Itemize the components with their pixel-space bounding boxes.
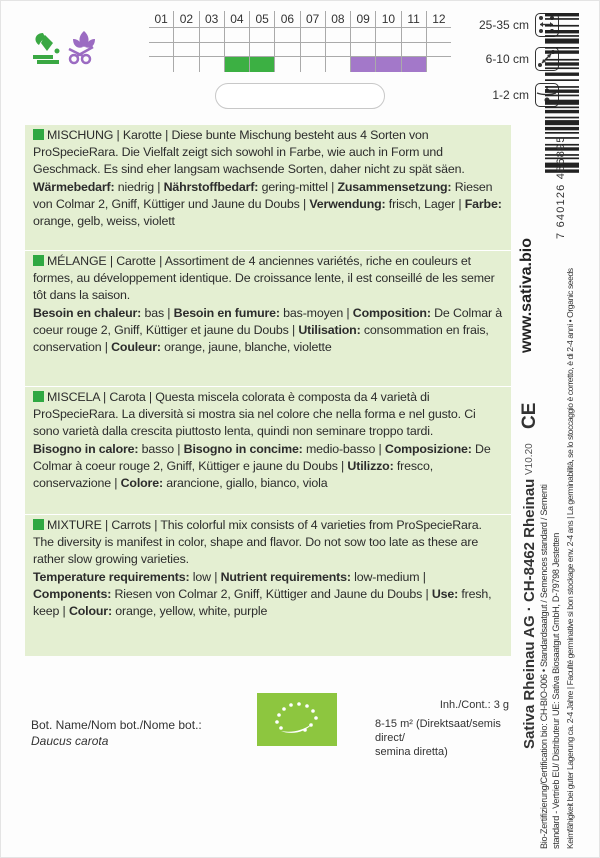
calendar-cell xyxy=(274,43,299,57)
property-key: Bisogno in concime: xyxy=(183,442,303,457)
barcode-bar xyxy=(545,95,579,97)
sowing-harvest-calendar xyxy=(149,11,451,71)
language-section xyxy=(25,251,511,387)
property-value: low-medium | xyxy=(350,570,426,585)
calendar-cell xyxy=(224,57,249,72)
section-properties xyxy=(33,305,505,355)
barcode-bar xyxy=(545,47,579,49)
content-label: Inh./Cont.: xyxy=(439,699,491,711)
calendar-cell xyxy=(375,57,400,72)
calendar-grid xyxy=(149,27,451,71)
calendar-cell xyxy=(199,43,224,57)
sowing-area-line1: 8-15 m² (Direktsaat/semis direct/ xyxy=(375,718,501,744)
calendar-row xyxy=(149,43,451,58)
calendar-cell xyxy=(274,57,299,72)
calendar-month-11: 11 xyxy=(401,11,426,27)
property-value: frisch, Lager | xyxy=(385,197,465,212)
property-value: fresco, conservazione | xyxy=(33,459,433,490)
certification-text: Bio-Zertifizierung/Certification bio: CH-BIO-006 • Standardsaatgut / Semences standard / Sementi xyxy=(539,484,549,849)
section-intro: | Carrots | This colorful mix consists of 4 varieties from ProSpecieRara. The diversity is manifest in color, shape and flavor. Do not sow too late as these are rather slow growing varieties. xyxy=(33,518,482,566)
calendar-cell xyxy=(300,43,325,57)
green-square-icon xyxy=(33,519,44,530)
property-value: De Colmar à coeur rouge 2, Gniff, Küttiger e jaune du Doubs | xyxy=(33,442,491,474)
sowing-area xyxy=(375,717,511,759)
barcode-bar xyxy=(545,107,579,109)
property-key: Composizione: xyxy=(384,442,472,457)
calendar-cell xyxy=(350,28,375,42)
property-key: Composition: xyxy=(352,306,431,321)
property-key: Nährstoffbedarf: xyxy=(163,180,259,195)
calendar-cell xyxy=(249,28,274,42)
calendar-cell xyxy=(249,43,274,57)
property-value: fresh, keep | xyxy=(33,587,492,618)
eu-organic-logo-icon xyxy=(257,693,337,746)
calendar-month-3: 03 xyxy=(199,11,224,27)
description-panel xyxy=(25,125,511,656)
property-value: basso | xyxy=(138,442,184,457)
barcode-bar xyxy=(545,13,579,16)
green-square-icon xyxy=(33,255,44,266)
row-spacing xyxy=(419,13,559,37)
calendar-cell xyxy=(149,57,173,72)
calendar-row xyxy=(149,28,451,43)
section-properties xyxy=(33,441,505,491)
section-title: MISCELA xyxy=(47,390,100,404)
sowing-icon xyxy=(31,29,63,67)
version-code: V10.20 xyxy=(524,443,535,475)
property-value: orange, yellow, white, purple xyxy=(111,603,268,618)
property-key: Bisogno in calore: xyxy=(33,442,139,457)
germination-text: Keimfähigkeit bei guter Lagerung ca. 2-4 Jahre | Faculté germinative si bon stockage env. 2-4 ans | La germinabilità, se lo stoccaggio è corretto, è di 2-4 anni • Organic seeds xyxy=(565,268,575,849)
calendar-month-9: 09 xyxy=(350,11,375,27)
barcode-bar xyxy=(545,39,579,44)
calendar-cell xyxy=(173,28,198,42)
calendar-cell xyxy=(249,57,274,72)
property-value: bas | xyxy=(141,306,174,321)
calendar-cell xyxy=(149,28,173,42)
section-properties xyxy=(33,179,505,229)
website: www.sativa.bio xyxy=(518,238,535,353)
botanical-name xyxy=(31,717,202,749)
property-value: low | xyxy=(189,570,221,585)
calendar-cell xyxy=(325,43,350,57)
barcode-bar xyxy=(545,18,579,20)
barcode-bar xyxy=(545,62,579,65)
calendar-cell xyxy=(375,28,400,42)
calendar-month-12: 12 xyxy=(426,11,451,27)
botanical-name-value: Daucus carota xyxy=(31,734,109,748)
property-value: Riesen von Colmar 2, Gniff, Küttiger und Jaune du Doubs | xyxy=(33,180,493,212)
property-key: Utilizzo: xyxy=(347,459,394,474)
property-key: Utilisation: xyxy=(298,323,361,338)
calendar-month-2: 02 xyxy=(173,11,198,27)
barcode-bar xyxy=(545,110,579,113)
calendar-month-header xyxy=(149,11,451,27)
company-name: Sativa Rheinau AG · CH-8462 Rheinau xyxy=(521,478,538,749)
sowing-area-line2: semina diretta) xyxy=(375,746,448,758)
barcode-bar xyxy=(545,120,579,125)
calendar-cell xyxy=(173,43,198,57)
barcode-bar xyxy=(545,35,579,37)
barcode-number: 7 640126 486895 xyxy=(555,135,567,239)
section-title: MÉLANGE xyxy=(47,254,107,268)
plant-spacing xyxy=(419,47,559,71)
property-key: Wärmebedarf: xyxy=(33,180,115,195)
section-intro: | Carotte | Assortiment de 4 anciennes variétés, riche en couleurs et formes, au développement identique. De croissance lente, il est conseillé de les semer tôt dans la saison. xyxy=(33,254,495,302)
property-key: Farbe: xyxy=(464,197,502,212)
calendar-cell xyxy=(300,28,325,42)
property-value: gering-mittel | xyxy=(258,180,338,195)
property-value: Riesen von Colmar 2, Gniff, Küttiger and Jaune du Doubs | xyxy=(111,587,432,602)
section-title: MIXTURE xyxy=(47,518,102,532)
property-key: Couleur: xyxy=(111,339,161,354)
sowing-depth xyxy=(419,83,559,107)
property-key: Besoin en chaleur: xyxy=(33,306,142,321)
sowing-depth-label: 1-2 cm xyxy=(492,88,529,102)
property-key: Besoin en fumure: xyxy=(173,306,280,321)
barcode-bar xyxy=(545,117,579,119)
botanical-name-label: Bot. Name/Nom bot./Nome bot.: xyxy=(31,718,202,732)
barcode-bar xyxy=(545,90,579,93)
calendar-cell xyxy=(199,57,224,72)
property-key: Colore: xyxy=(120,475,163,490)
property-key: Nutrient requirements: xyxy=(220,570,351,585)
language-section xyxy=(25,515,511,656)
property-value: orange, jaune, blanche, violette xyxy=(160,339,332,354)
barcode-bar xyxy=(545,132,579,134)
calendar-cell xyxy=(199,28,224,42)
barcode-bar xyxy=(545,25,579,27)
hanging-tab-slot xyxy=(215,83,385,109)
calendar-cell xyxy=(149,43,173,57)
package-content xyxy=(439,698,509,712)
section-title: MISCHUNG xyxy=(47,128,114,142)
property-key: Colour: xyxy=(68,603,112,618)
barcode-bar xyxy=(545,79,579,81)
calendar-month-5: 05 xyxy=(249,11,274,27)
barcode-icon xyxy=(545,9,597,249)
calendar-cell xyxy=(350,43,375,57)
property-key: Use: xyxy=(431,587,459,602)
property-value: De Colmar à coeur rouge 2, Gniff, Küttiger et jaune du Doubs | xyxy=(33,306,503,338)
calendar-cell xyxy=(224,43,249,57)
calendar-cell xyxy=(300,57,325,72)
barcode-bar xyxy=(545,67,579,69)
calendar-cell xyxy=(325,28,350,42)
property-value: bas-moyen | xyxy=(279,306,353,321)
section-intro: | Carota | Questa miscela colorata è composta da 4 varietà di ProSpecieRara. La diversità si mostra sia nel colore che nella forma e nel gusto. Ci sono varietà dalla crescita piuttosto lenta, quindi non seminare troppo tardi. xyxy=(33,390,476,438)
language-section xyxy=(25,125,511,251)
calendar-cell xyxy=(375,43,400,57)
barcode-bar xyxy=(545,127,579,130)
calendar-cell xyxy=(173,57,198,72)
property-key: Temperature requirements: xyxy=(33,570,190,585)
property-key: Components: xyxy=(33,587,112,602)
content-value: 3 g xyxy=(493,699,509,711)
barcode-bar xyxy=(545,100,579,105)
property-key: Verwendung: xyxy=(309,197,386,212)
property-key: Zusammensetzung: xyxy=(337,180,452,195)
calendar-row xyxy=(149,57,451,72)
row-spacing-label: 25-35 cm xyxy=(478,18,529,32)
calendar-cell xyxy=(325,57,350,72)
calendar-month-1: 01 xyxy=(154,12,168,26)
calendar-month-4: 04 xyxy=(224,11,249,27)
barcode-bar xyxy=(545,50,579,53)
calendar-cell xyxy=(350,57,375,72)
property-value: niedrig | xyxy=(114,180,164,195)
distribution-text: standard - Vertrieb EU/ Distributeur UE: Sativa Biosaatgut GmbH, D-79798 Jestetten xyxy=(551,532,561,849)
calendar-cell xyxy=(224,28,249,42)
barcode-bar xyxy=(545,59,579,61)
calendar-month-10: 10 xyxy=(375,11,400,27)
language-section xyxy=(25,387,511,515)
barcode-bar xyxy=(545,30,579,33)
harvest-icon xyxy=(65,27,103,67)
property-value: arancione, giallo, bianco, viola xyxy=(162,475,328,490)
green-square-icon xyxy=(33,391,44,402)
calendar-month-7: 07 xyxy=(300,11,325,27)
section-properties xyxy=(33,569,505,619)
barcode-bar xyxy=(545,86,579,88)
ce-mark: CE xyxy=(519,402,540,429)
green-square-icon xyxy=(33,129,44,140)
section-intro: | Karotte | Diese bunte Mischung besteht aus 4 Sorten von ProSpecieRara. Die Vielfalt zeigt sich sowohl in Farbe, wie auch in Form und Geschmack. Es sind eher langsam wachsende Sorten, daher nicht zu spät säen. xyxy=(33,128,465,176)
calendar-month-8: 08 xyxy=(325,11,350,27)
property-value: consommation en frais, conservation | xyxy=(33,323,489,354)
calendar-cell xyxy=(274,28,299,42)
plant-spacing-label: 6-10 cm xyxy=(485,52,529,66)
property-value: medio-basso | xyxy=(302,442,385,457)
property-value: orange, gelb, weiss, violett xyxy=(33,213,175,228)
barcode-bar xyxy=(545,73,579,76)
calendar-month-6: 06 xyxy=(274,11,299,27)
